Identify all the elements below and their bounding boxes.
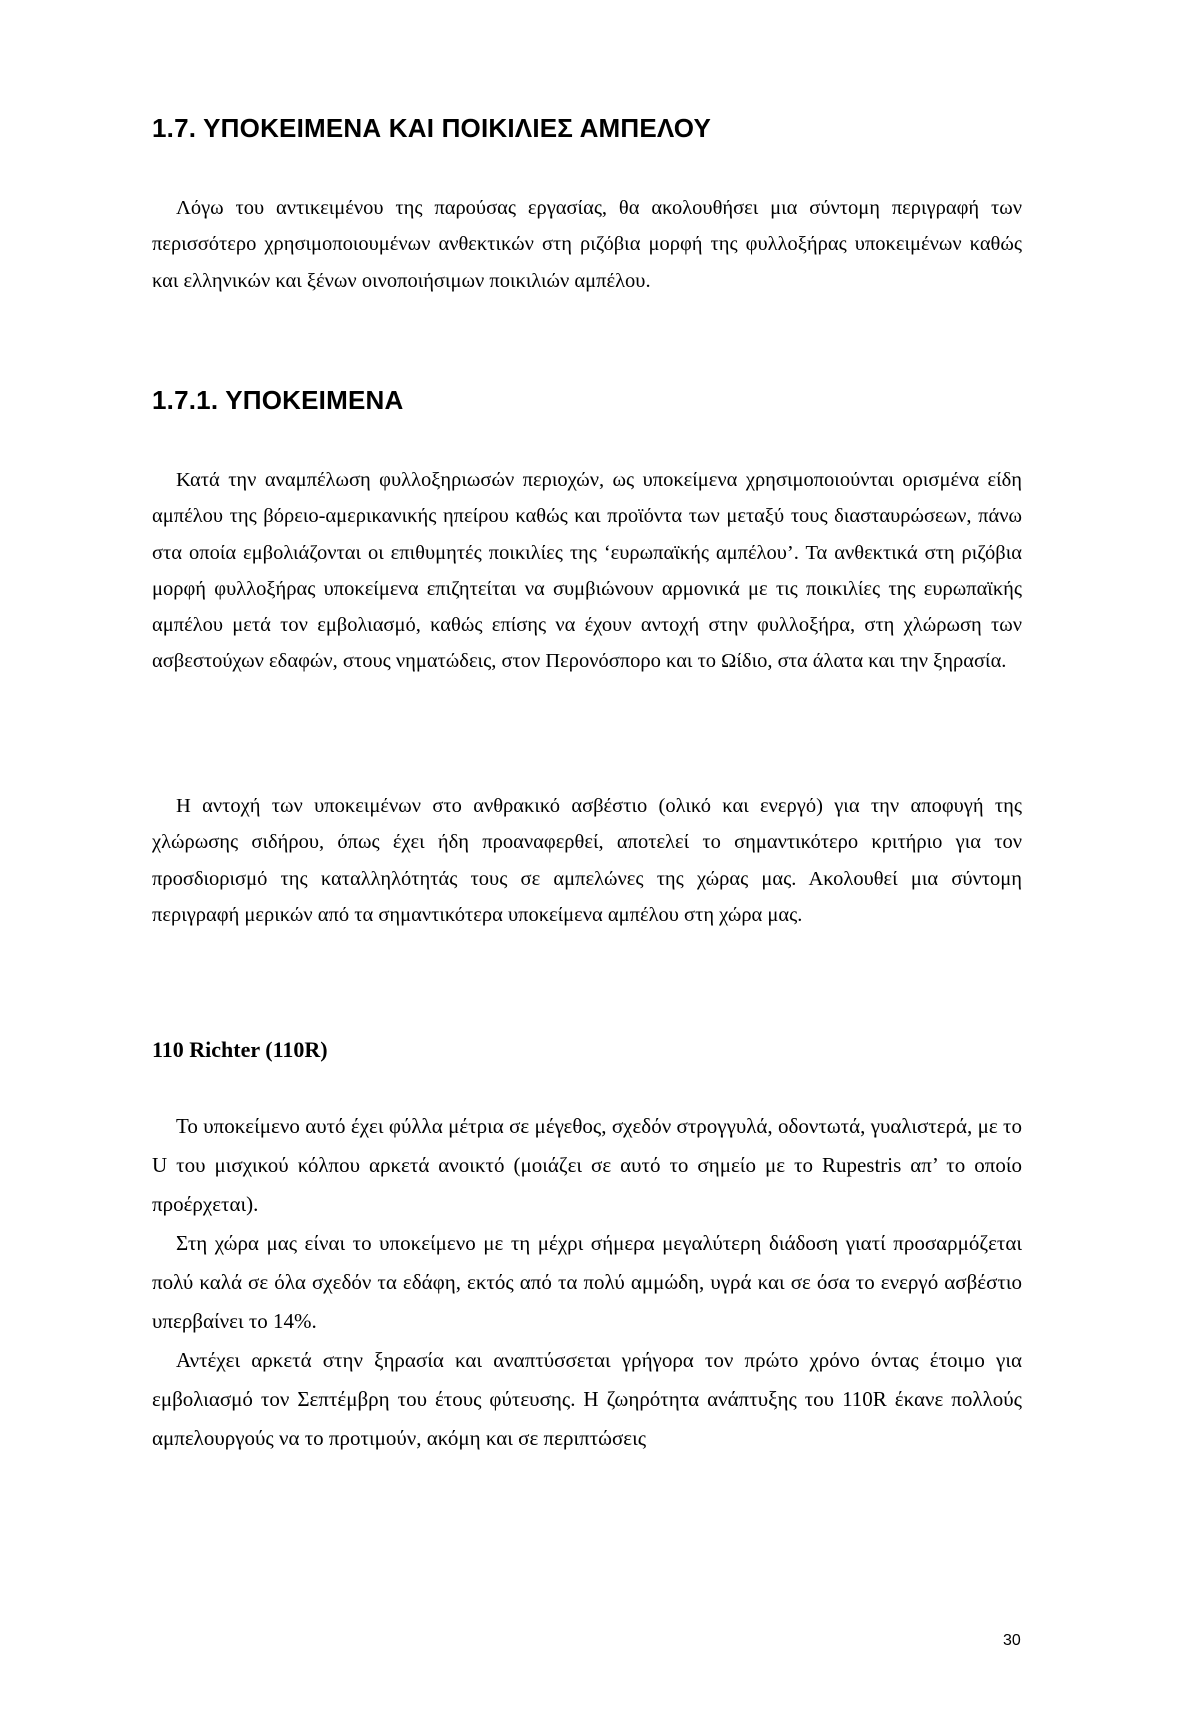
intro-paragraph: Λόγω του αντικειμένου της παρούσας εργασίας, θα ακολουθήσει μια σύντομη περιγραφή των περισσότερο χρησιμοποιουμένων ανθεκτικών στη ριζόβια μορφή της φυλλοξήρας υποκειμένων καθώς και ελληνικών και ξένων οινοποιήσιμων ποικιλιών αμπέλου. bbox=[152, 197, 1022, 292]
paragraph-1: Κατά την αναμπέλωση φυλλοξηριωσών περιοχών, ως υποκείμενα χρησιμοποιούνται ορισμένα είδη αμπέλου της βόρειο-αμερικανικής ηπείρου καθώς και προϊόντα των μεταξύ τους διασταυρώσεων, πάνω στα οποία εμβολιάζονται οι επιθυμητές ποικιλίες της ‘ευρωπαϊκής αμπέλου’. Τα ανθεκτικά στη ριζόβια μορφή φυλλοξήρας υποκείμενα επιζητείται να συμβιώνουν αρμονικά με τις ποικιλίες της ευρωπαϊκής αμπέλου μετά τον εμβολιασμό, καθώς επίσης να έχουν αντοχή στην φυλλοξήρα, στη χλώρωση των ασβεστούχων εδαφών, στους νηματώδεις, στον Περονόσπορο και το Ωίδιο, στα άλατα και την ξηρασία. bbox=[152, 469, 1022, 673]
section-title: 1.7. ΥΠΟΚΕΙΜΕΝΑ ΚΑΙ ΠΟΙΚΙΛΙΕΣ ΑΜΠΕΛΟΥ bbox=[152, 113, 712, 143]
page-number: 30 bbox=[1003, 1632, 1021, 1649]
subsection-title: 1.7.1. ΥΠΟΚΕΙΜΕΝΑ bbox=[152, 385, 404, 415]
paragraph-4: Στη χώρα μας είναι το υποκείμενο με τη μέχρι σήμερα μεγαλύτερη διάδοση γιατί προσαρμόζεται πολύ καλά σε όλα σχεδόν τα εδάφη, εκτός από τα πολύ αμμώδη, υγρά και σε όσα το ενεργό ασβέστιο υπερβαίνει το 14%. bbox=[152, 1231, 1022, 1334]
paragraph-3: Το υποκείμενο αυτό έχει φύλλα μέτρια σε μέγεθος, σχεδόν στρογγυλά, οδοντωτά, γυαλιστερά, με το U του μισχικού κόλπου αρκετά ανοικτό (μοιάζει σε αυτό το σημείο με το Rupestris απ’ το οποίο προέρχεται). bbox=[152, 1114, 1022, 1217]
rootstock-title: 110 Richter (110R) bbox=[152, 1037, 328, 1062]
paragraph-5: Αντέχει αρκετά στην ξηρασία και αναπτύσσεται γρήγορα τον πρώτο χρόνο όντας έτοιμο για εμβολιασμό τον Σεπτέμβρη του έτους φύτευσης. Η ζωηρότητα ανάπτυξης του 110R έκανε πολλούς αμπελουργούς να το προτιμούν, ακόμη και σε περιπτώσεις bbox=[152, 1348, 1022, 1451]
paragraph-2: Η αντοχή των υποκειμένων στο ανθρακικό ασβέστιο (ολικό και ενεργό) για την αποφυγή της χλώρωσης σιδήρου, όπως έχει ήδη προαναφερθεί, αποτελεί το σημαντικότερο κριτήριο για τον προσδιορισμό της καταλληλότητάς τους σε αμπελώνες της χώρας μας. Ακολουθεί μια σύντομη περιγραφή μερικών από τα σημαντικότερα υποκείμενα αμπέλου στη χώρα μας. bbox=[152, 795, 1022, 926]
